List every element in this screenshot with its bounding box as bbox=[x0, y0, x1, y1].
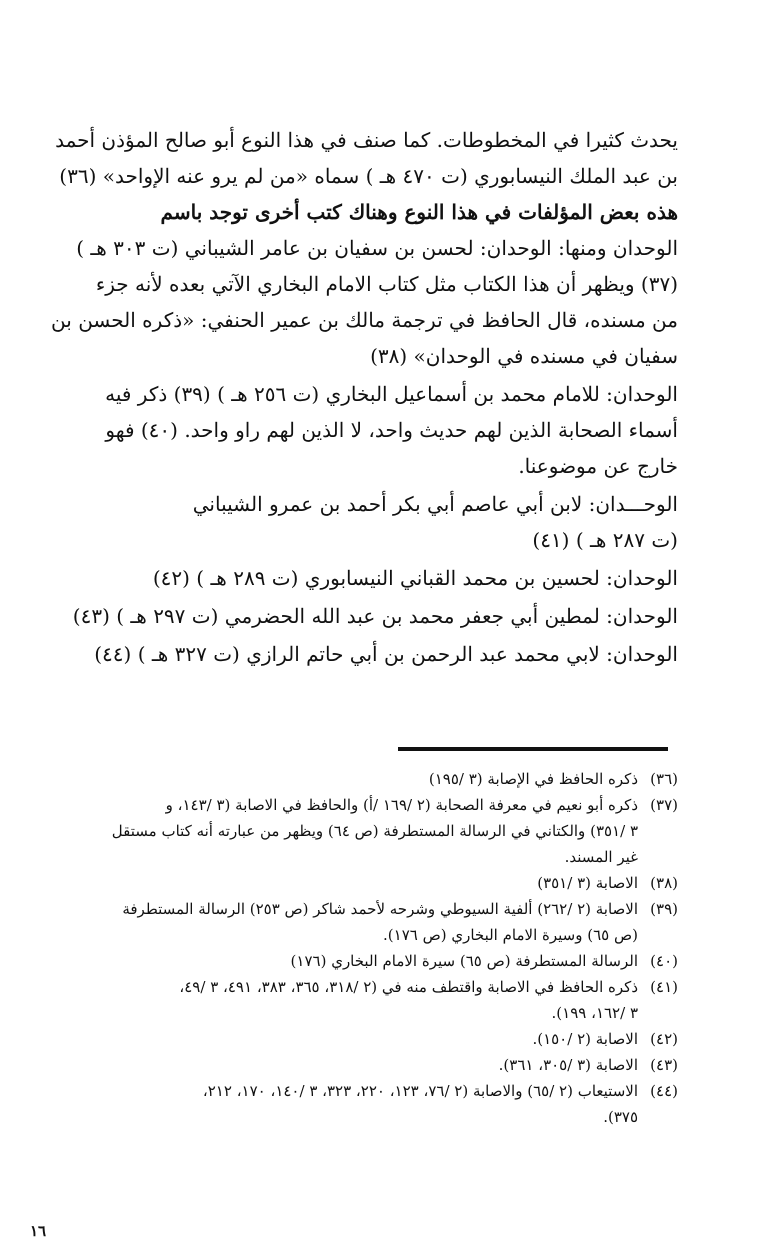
text-line: الوحدان: للامام محمد بن أسماعيل البخاري (ت ٢٥٦ هـ ) (٣٩) ذكر فيه bbox=[105, 382, 678, 406]
footnote bbox=[18, 792, 678, 870]
footnote-line: الاصابة (٢ /١٥٠). bbox=[532, 1030, 638, 1048]
text-line: (٣٧) ويظهر أن هذا الكتاب مثل كتاب الامام البخاري الآتي بعده لأنه جزء bbox=[95, 272, 678, 296]
footnote-number: (٤٠) bbox=[650, 952, 678, 970]
footnote bbox=[18, 1078, 678, 1130]
footnote-line: الرسالة المستطرفة (ص ٦٥) سيرة الامام البخاري (١٧٦) bbox=[290, 952, 638, 970]
body-paragraph bbox=[38, 598, 678, 634]
body-paragraph bbox=[38, 636, 678, 672]
footnote bbox=[18, 1052, 678, 1078]
page-number: ١٦ bbox=[30, 1222, 47, 1240]
footnote-number: (٤١) bbox=[650, 978, 678, 996]
footnote bbox=[18, 948, 678, 974]
text-line: بن عبد الملك النيسابوري (ت ٤٧٠ هـ ) سماه «من لم يرو عنه الإواحد» (٣٦) bbox=[59, 164, 678, 188]
footnote-line: الاصابة (٣ /٣٥١) bbox=[537, 874, 638, 892]
footnote bbox=[18, 1026, 678, 1052]
footnote-number: (٤٤) bbox=[650, 1082, 678, 1100]
text-line: خارج عن موضوعنا. bbox=[518, 454, 678, 478]
footnote-line: الاصابة (٣ /٣٠٥، ٣٦١). bbox=[498, 1056, 638, 1074]
footnote-number: (٤٢) bbox=[650, 1030, 678, 1048]
text-line: الوحدان: لمطين أبي جعفر محمد بن عبد الله الحضرمي (ت ٢٩٧ هـ ) (٤٣) bbox=[72, 604, 678, 628]
footnote-number: (٤٣) bbox=[650, 1056, 678, 1074]
footnote-line: ذكره الحافظ في الإصابة (٣ /١٩٥) bbox=[428, 770, 638, 788]
footnotes bbox=[18, 766, 678, 1130]
text-line: الوحدان: لحسين بن محمد القباني النيسابوري (ت ٢٨٩ هـ ) (٤٢) bbox=[152, 566, 678, 590]
text-line: أسماء الصحابة الذين لهم حديث واحد، لا الذين لهم راو واحد. (٤٠) فهو bbox=[105, 418, 678, 442]
text-line: (ت ٢٨٧ هـ ) (٤١) bbox=[532, 528, 678, 552]
footnote-number: (٣٧) bbox=[650, 796, 678, 814]
footnote-separator bbox=[398, 747, 668, 751]
footnote-line: (ص ٦٥) وسيرة الامام البخاري (ص ١٧٦). bbox=[383, 926, 638, 944]
footnote-line: ذكره الحافظ في الاصابة واقتطف منه في (٢ /٣١٨، ٣٦٥، ٣٨٣، ٤٩١، ٣ /٤٩، bbox=[179, 978, 638, 996]
footnote bbox=[18, 974, 678, 1026]
footnote-line: ذكره أبو نعيم في معرفة الصحابة (٢ /١٦٩ /أ) والحافظ في الاصابة (٣ /١٤٣، و bbox=[165, 796, 638, 814]
footnote-line: ٣٧٥). bbox=[603, 1108, 638, 1126]
main-text bbox=[38, 122, 678, 672]
text-line: الوحدان: لابي محمد عبد الرحمن بن أبي حاتم الرازي (ت ٣٢٧ هـ ) (٤٤) bbox=[94, 642, 678, 666]
footnote-line: الاستيعاب (٢ /٦٥) والاصابة (٢ /٧٦، ١٢٣، ٢٢٠، ٣٢٣، ٣ /١٤٠، ١٧٠، ٢١٢، bbox=[202, 1082, 638, 1100]
text-line: من مسنده، قال الحافظ في ترجمة مالك بن عمير الحنفي: «ذكره الحسن بن bbox=[51, 308, 678, 332]
footnote-line: ٣ /١٦٢، ١٩٩). bbox=[551, 1004, 638, 1022]
text-line: الوحدان ومنها: الوحدان: لحسن بن سفيان بن عامر الشيباني (ت ٣٠٣ هـ ) bbox=[76, 236, 678, 260]
text-line: هذه بعض المؤلفات في هذا النوع وهناك كتب أخرى توجد باسم bbox=[160, 200, 678, 224]
body-paragraph bbox=[38, 122, 678, 374]
footnote-line: ٣ /٣٥١) والكتاني في الرسالة المستطرفة (ص ٦٤) ويظهر من عبارته أنه كتاب مستقل bbox=[111, 822, 638, 840]
body-paragraph bbox=[38, 560, 678, 596]
footnote-number: (٣٦) bbox=[650, 770, 678, 788]
footnote-line: الاصابة (٢ /٢٦٢) ألفية السيوطي وشرحه لأحمد شاكر (ص ٢٥٣) الرسالة المستطرفة bbox=[122, 900, 638, 918]
body-paragraph bbox=[38, 486, 678, 558]
footnote bbox=[18, 870, 678, 896]
footnote-line: غير المسند. bbox=[564, 848, 638, 866]
footnote bbox=[18, 766, 678, 792]
text-line: يحدث كثيرا في المخطوطات. كما صنف في هذا النوع أبو صالح المؤذن أحمد bbox=[55, 128, 678, 152]
text-line: الوحـــدان: لابن أبي عاصم أبي بكر أحمد بن عمرو الشيباني bbox=[192, 492, 678, 516]
text-line: سفيان في مسنده في الوحدان» (٣٨) bbox=[370, 344, 678, 368]
body-paragraph bbox=[38, 376, 678, 484]
footnote bbox=[18, 896, 678, 948]
footnote-number: (٣٩) bbox=[650, 900, 678, 918]
footnote-number: (٣٨) bbox=[650, 874, 678, 892]
